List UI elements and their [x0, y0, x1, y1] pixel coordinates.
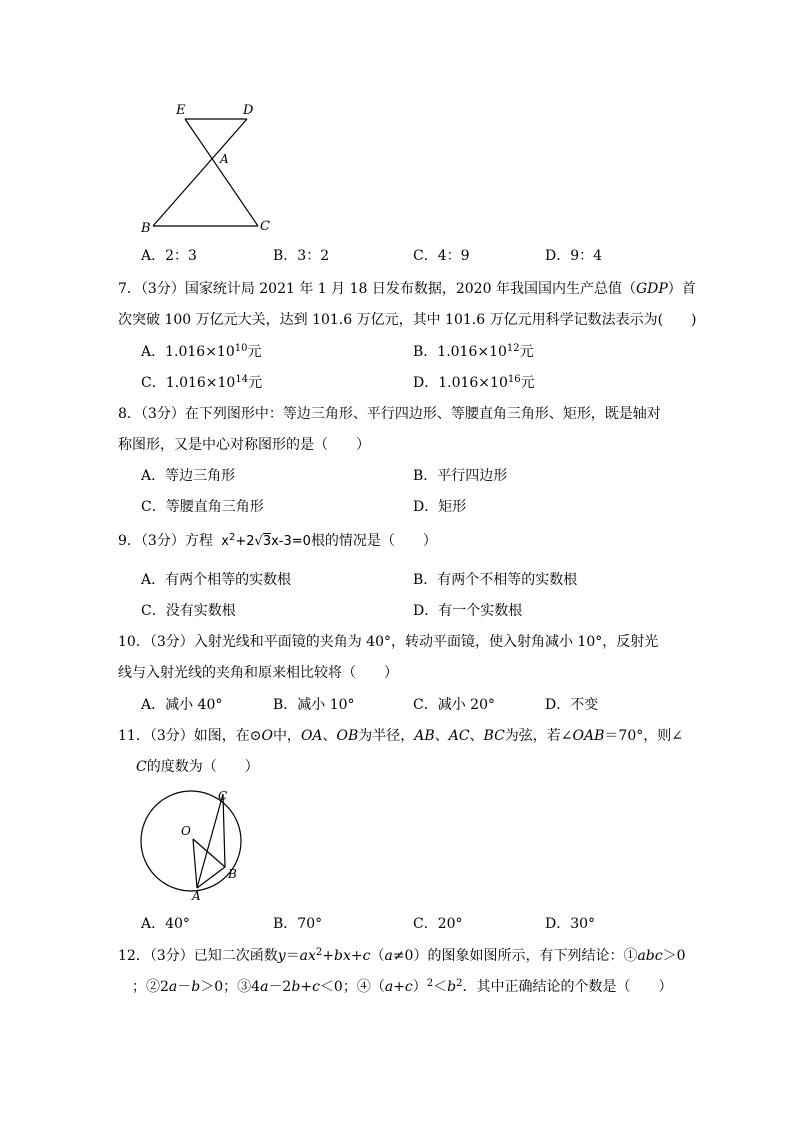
q11-option-c: C．20°	[413, 916, 463, 932]
q7-line-2: 次突破 100 万亿元大关，达到 101.6 万亿元，其中 101.6 万亿元用科学记数法表示为( )	[118, 312, 697, 328]
q8-option-b: B．平行四边形	[413, 468, 508, 484]
q9-option-b: B．有两个不相等的实数根	[413, 572, 578, 588]
q8-line-1: 8．（3分）在下列图形中：等边三角形、平行四边形、等腰直角三角形、矩形，既是轴对	[118, 406, 661, 422]
q9-option-c: C．没有实数根	[141, 603, 236, 619]
q12-line-2: ；②2a－b＞0；③4a－2b+c＜0；$④(a+c)^2<b^2$．其中正确结论的个数是（ ）	[132, 978, 673, 995]
q6-option-c: C．4：9	[413, 248, 470, 264]
q12-line-1: 12．（3分）已知二次函数$y=ax^2+bx+c(a\ne 0)$的图象如图所示，有下列结论：①abc＞0	[118, 947, 686, 964]
q8-line-2: 称图形，又是中心对称图形的是（ ）	[118, 437, 370, 453]
q7-option-a: A．$1.016\times 10^{10}$元	[141, 343, 262, 360]
q11-option-b: B．70°	[273, 916, 323, 932]
triangle-figure	[130, 98, 280, 238]
q7-option-c: C．$1.016\times 10^{14}$元	[141, 374, 263, 391]
q10-option-b: B．减小 10°	[273, 697, 355, 713]
sqrt-symbol: √	[254, 534, 263, 549]
q6-option-a: A．2：3	[141, 248, 197, 264]
circle-figure	[134, 784, 254, 906]
q8-option-c: C．等腰直角三角形	[141, 499, 264, 515]
q10-line-1: 10．（3分）入射光线和平面镜的夹角为 40°，转动平面镜，使入射角减小 10°，反射光	[118, 634, 659, 650]
q7-option-b: B．$1.016\times 10^{12}$元	[413, 343, 534, 360]
label-C: C	[260, 219, 270, 234]
label-D: D	[243, 103, 254, 118]
q6-option-b: B．3：2	[273, 248, 330, 264]
q10-line-2: 线与入射光线的夹角和原来相比较将（ ）	[118, 665, 398, 681]
label-A: A	[220, 152, 229, 166]
q9-option-d: D．有一个实数根	[413, 603, 523, 619]
q11-option-d: D．30°	[545, 916, 596, 932]
circle-label-C: C	[218, 789, 228, 803]
label-B: B	[141, 221, 151, 236]
q8-option-a: A．等边三角形	[141, 468, 236, 484]
q10-option-c: C．减小 20°	[413, 697, 495, 713]
q7-line-1: 7．（3分）国家统计局 2021 年 1 月 18 日发布数据，2020 年我国国内生产总值（GDP）首	[118, 281, 696, 297]
q11-line-2: C的度数为（ ）	[136, 759, 259, 775]
label-E: E	[176, 103, 186, 118]
q11-line-1: 11．（3分）如图，在⊙O中，OA、OB为半径，AB、AC、BC为弦，若∠OAB＝70°，则∠	[118, 728, 683, 744]
circle-label-B: B	[228, 867, 237, 881]
q7-option-d: D．$1.016\times 10^{16}$元	[413, 374, 535, 391]
q9-option-a: A．有两个相等的实数根	[141, 572, 292, 588]
circle-label-A: A	[192, 889, 201, 903]
q11-option-a: A．40°	[141, 916, 190, 932]
q10-option-d: D．不变	[545, 697, 599, 713]
q6-option-d: D．9：4	[545, 248, 603, 264]
q10-option-a: A．减小 40°	[141, 697, 223, 713]
q9-line-1: 9．（3分）方程 $x^2+2√3x-3=0$根的情况是（ ）	[118, 532, 437, 549]
q9-equation: $x^2+2√3x-3=0$	[221, 532, 311, 549]
circle-label-O: O	[181, 824, 191, 838]
q8-option-d: D．矩形	[413, 499, 467, 515]
